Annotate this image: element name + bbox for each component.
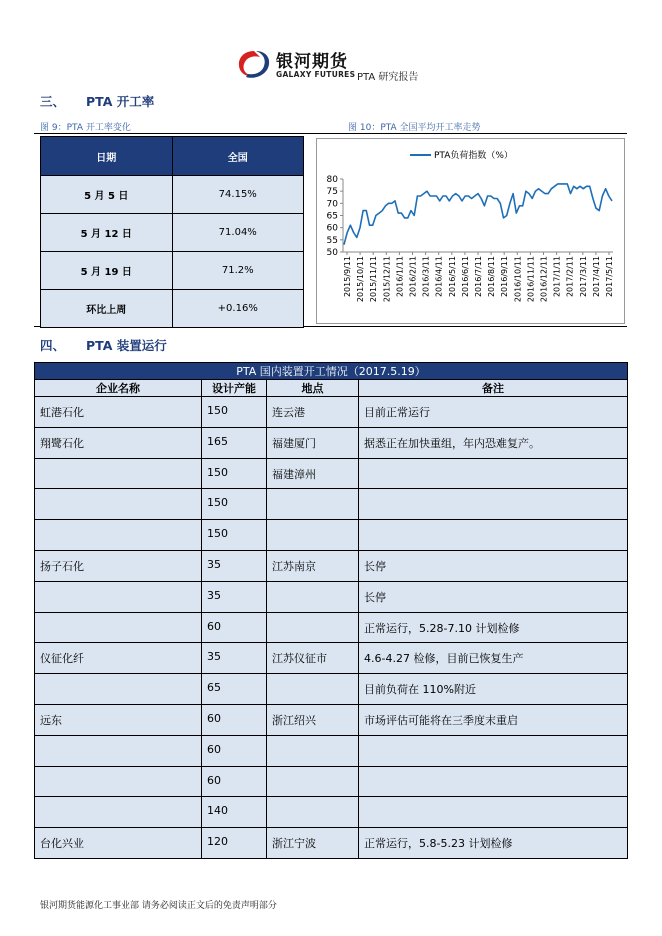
cell-notes: 市场评估可能将在三季度末重启 (359, 704, 628, 735)
cell-capacity: 65 (202, 674, 267, 705)
table-row (35, 674, 628, 705)
cell-location (267, 797, 359, 828)
cell-company (35, 797, 202, 828)
cell-location (267, 612, 359, 643)
cell-location: 福建漳州 (267, 458, 359, 489)
x-tick-label: 2015/11/11 (369, 256, 379, 303)
table-cell: 5 月 19 日 (41, 252, 173, 290)
plant-status-table (34, 362, 628, 859)
x-tick-label: 2017/2/11 (565, 256, 575, 298)
cell-capacity: 35 (202, 643, 267, 674)
y-tick-label: 65 (326, 211, 338, 222)
divider-top (34, 133, 627, 134)
y-tick-label: 60 (326, 223, 338, 234)
cell-company (35, 458, 202, 489)
table-row (35, 643, 628, 674)
galaxy-logo-icon (236, 48, 272, 80)
cell-notes: 长停 (359, 550, 628, 581)
table-cell: 5 月 5 日 (41, 176, 173, 214)
y-tick-label: 75 (326, 187, 338, 198)
x-tick-label: 2016/12/11 (539, 256, 549, 303)
section-4-heading (40, 336, 167, 354)
cell-capacity: 150 (202, 458, 267, 489)
table-row (35, 581, 628, 612)
section-3-title: PTA 开工率 (86, 94, 155, 109)
cell-location (267, 735, 359, 766)
table-row (35, 828, 628, 859)
cell-company: 台化兴业 (35, 828, 202, 859)
x-tick-label: 2016/11/11 (526, 256, 536, 303)
x-tick-label: 2016/1/11 (395, 256, 405, 298)
table-row (41, 214, 304, 252)
cell-location (267, 489, 359, 520)
cell-notes: 4.6-4.27 检修，目前已恢复生产 (359, 643, 628, 674)
cell-company (35, 674, 202, 705)
x-tick-label: 2017/3/11 (578, 256, 588, 298)
cell-company (35, 520, 202, 551)
cell-notes: 据悉正在加快重组，年内恐难复产。 (359, 427, 628, 458)
page-footer: 银河期货能源化工事业部 请务必阅读正文后的免责声明部分 (40, 901, 277, 911)
cell-company (35, 581, 202, 612)
section-4-number: 四、 (40, 338, 66, 353)
cell-company: 仪征化纤 (35, 643, 202, 674)
cell-capacity: 150 (202, 397, 267, 428)
cell-notes: 目前负荷在 110%附近 (359, 674, 628, 705)
x-tick-label: 2016/2/11 (408, 256, 418, 298)
cell-company (35, 766, 202, 797)
x-tick-label: 2016/5/11 (447, 256, 457, 298)
cell-notes (359, 458, 628, 489)
table-cell: 5 月 12 日 (41, 214, 173, 252)
cell-company: 扬子石化 (35, 550, 202, 581)
cell-capacity: 60 (202, 735, 267, 766)
table-cell: 74.15% (172, 176, 304, 214)
x-tick-label: 2016/4/11 (434, 256, 444, 298)
table-cell: 71.04% (172, 214, 304, 252)
header-national: 全国 (172, 137, 304, 176)
table-row (35, 489, 628, 520)
x-tick-label: 2016/3/11 (421, 256, 431, 298)
x-tick-label: 2015/12/11 (382, 256, 392, 303)
cell-company (35, 612, 202, 643)
cell-location: 连云港 (267, 397, 359, 428)
cell-location: 浙江宁波 (267, 828, 359, 859)
x-tick-label: 2016/6/11 (460, 256, 470, 298)
table-header-row (35, 380, 628, 397)
figure-10-caption: 图 10：PTA 全国平均开工率走势 (348, 123, 481, 133)
table-row (35, 550, 628, 581)
y-tick-label: 50 (326, 248, 338, 258)
cell-capacity: 60 (202, 766, 267, 797)
cell-capacity: 140 (202, 797, 267, 828)
x-tick-label: 2015/10/11 (356, 256, 366, 303)
cell-company: 翔鹭石化 (35, 427, 202, 458)
cell-location (267, 766, 359, 797)
legend-label: PTA负荷指数（%） (434, 151, 513, 161)
cell-notes (359, 797, 628, 828)
y-tick-label: 70 (326, 199, 338, 210)
cell-capacity: 60 (202, 612, 267, 643)
cell-location (267, 520, 359, 551)
table-row (35, 427, 628, 458)
cell-capacity: 165 (202, 427, 267, 458)
cell-capacity: 150 (202, 489, 267, 520)
header-capacity: 设计产能 (202, 380, 267, 397)
table-row (41, 176, 304, 214)
header-date: 日期 (41, 137, 173, 176)
cell-notes (359, 766, 628, 797)
cell-company (35, 735, 202, 766)
pta-load-chart (316, 138, 625, 324)
header-location: 地点 (267, 380, 359, 397)
x-tick-label: 2016/8/11 (487, 256, 497, 298)
series-line-pta-load (344, 184, 612, 245)
cell-location: 福建厦门 (267, 427, 359, 458)
table-cell: +0.16% (172, 290, 304, 328)
cell-capacity: 35 (202, 581, 267, 612)
table-cell: 环比上周 (41, 290, 173, 328)
table-row (35, 797, 628, 828)
section-3-number: 三、 (40, 94, 66, 109)
y-tick-label: 80 (326, 175, 338, 185)
x-tick-label: 2016/10/11 (513, 256, 523, 303)
table-row (35, 397, 628, 428)
table-row (35, 735, 628, 766)
cell-capacity: 120 (202, 828, 267, 859)
cell-notes: 正常运行，5.8-5.23 计划检修 (359, 828, 628, 859)
table-row (41, 252, 304, 290)
cell-location (267, 581, 359, 612)
table-row (35, 520, 628, 551)
figure-9-caption: 图 9：PTA 开工率变化 (40, 123, 131, 133)
x-tick-label: 2017/5/11 (605, 256, 614, 298)
cell-company: 远东 (35, 704, 202, 735)
table-header-row (41, 137, 304, 176)
table-row (35, 766, 628, 797)
cell-location: 江苏仪征市 (267, 643, 359, 674)
x-tick-label: 2017/1/11 (552, 256, 562, 298)
chart-canvas (317, 139, 624, 323)
cell-company (35, 489, 202, 520)
cell-notes (359, 520, 628, 551)
y-tick-label: 55 (326, 235, 338, 246)
cell-notes: 正常运行，5.28-7.10 计划检修 (359, 612, 628, 643)
cell-notes (359, 735, 628, 766)
x-tick-label: 2017/4/11 (591, 256, 601, 298)
table-row (35, 458, 628, 489)
x-tick-label: 2016/9/11 (500, 256, 510, 298)
table-row (41, 290, 304, 328)
x-tick-label: 2016/7/11 (474, 256, 483, 298)
table-cell: 71.2% (172, 252, 304, 290)
section-4-title: PTA 装置运行 (86, 338, 167, 353)
header-company: 企业名称 (35, 380, 202, 397)
header-notes: 备注 (359, 380, 628, 397)
table-row (35, 612, 628, 643)
cell-notes: 长停 (359, 581, 628, 612)
cell-capacity: 150 (202, 520, 267, 551)
cell-notes (359, 489, 628, 520)
table-row (35, 704, 628, 735)
cell-notes: 目前正常运行 (359, 397, 628, 428)
table-title: PTA 国内装置开工情况（2017.5.19） (35, 363, 628, 380)
cell-location: 浙江绍兴 (267, 704, 359, 735)
brand-name-cn: 银河期货 (276, 52, 348, 72)
cell-company: 虹港石化 (35, 397, 202, 428)
cell-capacity: 35 (202, 550, 267, 581)
cell-capacity: 60 (202, 704, 267, 735)
utilization-table (40, 136, 304, 328)
section-3-heading (40, 92, 154, 110)
report-label: PTA 研究报告 (357, 72, 419, 83)
cell-location (267, 674, 359, 705)
x-tick-label: 2015/9/11 (343, 256, 352, 298)
brand-name-en: GALAXY FUTURES (276, 70, 356, 79)
cell-location: 江苏南京 (267, 550, 359, 581)
